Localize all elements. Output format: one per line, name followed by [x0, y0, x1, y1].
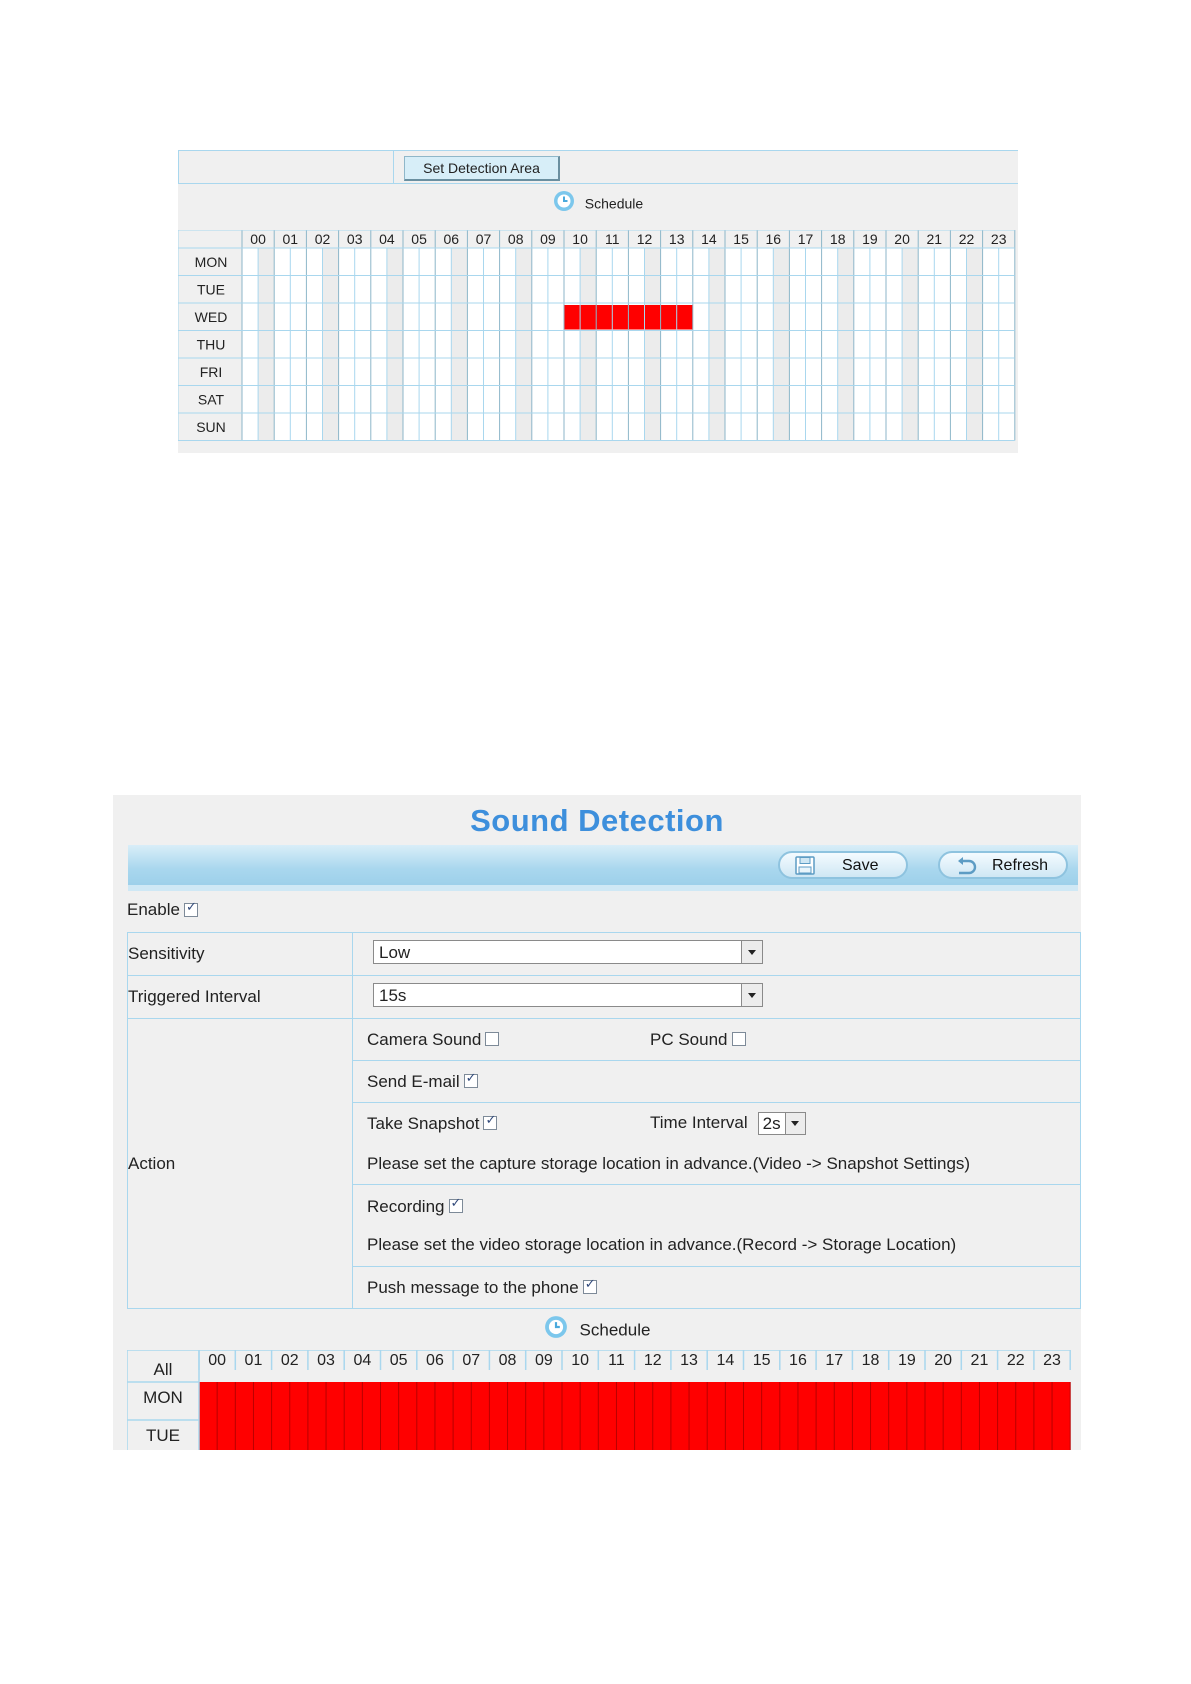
- hour-label[interactable]: 15: [752, 1352, 771, 1369]
- recording-note: Please set the video storage location in advance.(Record -> Storage Location): [367, 1234, 957, 1254]
- active-slot[interactable]: [1052, 1382, 1070, 1450]
- hour-label[interactable]: 09: [534, 1352, 553, 1369]
- all-days-label[interactable]: All: [153, 1360, 173, 1379]
- active-slot[interactable]: [744, 1382, 762, 1450]
- active-slot[interactable]: [471, 1382, 489, 1450]
- active-slot[interactable]: [677, 305, 693, 330]
- sensitivity-value: Low: [379, 942, 411, 962]
- active-slot[interactable]: [1034, 1382, 1052, 1450]
- active-slot[interactable]: [399, 1382, 417, 1450]
- active-slot[interactable]: [689, 1382, 707, 1450]
- hour-stripe: [258, 248, 274, 441]
- day-label[interactable]: SAT: [197, 391, 225, 408]
- active-slot[interactable]: [508, 1382, 526, 1450]
- hour-label[interactable]: 12: [643, 1352, 662, 1369]
- active-slot[interactable]: [762, 1382, 780, 1450]
- enable-checkbox[interactable]: [184, 903, 198, 917]
- hour-label[interactable]: 20: [934, 1352, 953, 1369]
- hour-label: 17: [797, 231, 814, 247]
- chevron-down-icon: [741, 984, 762, 1006]
- hour-label: 02: [314, 231, 331, 247]
- clock-icon: [553, 190, 575, 220]
- active-slot[interactable]: [645, 305, 661, 330]
- active-slot[interactable]: [564, 305, 580, 330]
- active-slot[interactable]: [612, 305, 628, 330]
- hour-label: 06: [443, 231, 460, 247]
- interval-select[interactable]: [373, 983, 763, 1007]
- hour-label[interactable]: 18: [861, 1352, 880, 1369]
- active-slot[interactable]: [628, 305, 644, 330]
- hour-stripe: [902, 248, 918, 441]
- day-label[interactable]: TUE: [146, 1426, 180, 1445]
- hour-label: 09: [540, 231, 556, 247]
- camera-sound-label: Camera Sound: [367, 1029, 482, 1049]
- active-slot[interactable]: [308, 1382, 326, 1450]
- hour-label: 22: [958, 231, 975, 247]
- hour-label: 11: [605, 231, 620, 247]
- motion-schedule-grid[interactable]: [178, 230, 1018, 453]
- day-label[interactable]: SUN: [196, 418, 226, 435]
- hour-label: 01: [282, 231, 299, 247]
- action-bar: [128, 845, 1078, 891]
- hour-label[interactable]: 22: [1006, 1352, 1025, 1369]
- hour-label: 18: [829, 231, 846, 247]
- time-interval-select[interactable]: [758, 1112, 806, 1135]
- active-slot[interactable]: [907, 1382, 925, 1450]
- email-checkbox[interactable]: [464, 1074, 478, 1088]
- chevron-down-icon: [741, 941, 762, 963]
- hour-label[interactable]: 08: [498, 1352, 517, 1369]
- active-slot[interactable]: [834, 1382, 852, 1450]
- active-slot[interactable]: [635, 1382, 653, 1450]
- day-label[interactable]: TUE: [197, 281, 225, 298]
- active-slot[interactable]: [671, 1382, 689, 1450]
- sensitivity-select[interactable]: [373, 940, 763, 964]
- page-title: Sound Detection: [470, 803, 724, 838]
- hour-label[interactable]: 10: [571, 1352, 590, 1369]
- active-slot[interactable]: [661, 305, 677, 330]
- active-slot[interactable]: [580, 1382, 598, 1450]
- refresh-button[interactable]: [938, 851, 1068, 879]
- hour-label: 07: [475, 231, 492, 247]
- active-slot[interactable]: [290, 1382, 308, 1450]
- active-slot[interactable]: [871, 1382, 889, 1450]
- hour-label[interactable]: 05: [389, 1352, 408, 1369]
- active-slot[interactable]: [979, 1382, 997, 1450]
- active-slot[interactable]: [780, 1382, 798, 1450]
- active-slot[interactable]: [272, 1382, 290, 1450]
- snapshot-note: Please set the capture storage location in advance.(Video -> Snapshot Settings): [367, 1153, 971, 1173]
- hour-label: 21: [926, 231, 943, 247]
- active-slot[interactable]: [417, 1382, 435, 1450]
- time-interval-value: 2s: [762, 1113, 781, 1133]
- hour-label[interactable]: 04: [353, 1352, 372, 1369]
- hour-label: 00: [250, 231, 266, 247]
- hour-label[interactable]: 06: [426, 1352, 444, 1369]
- hour-label: 12: [636, 231, 653, 247]
- hour-label: 13: [668, 231, 685, 247]
- hour-label: 03: [346, 231, 363, 247]
- active-slot[interactable]: [526, 1382, 544, 1450]
- active-slot[interactable]: [889, 1382, 907, 1450]
- active-slot[interactable]: [199, 1382, 217, 1450]
- schedule-label: Schedule: [579, 1320, 651, 1340]
- interval-label: Triggered Interval: [128, 976, 353, 1019]
- hour-label: 05: [411, 231, 427, 247]
- save-icon: [794, 856, 816, 876]
- hour-label: 16: [765, 231, 782, 247]
- hour-label: 15: [733, 231, 749, 247]
- active-slot[interactable]: [580, 305, 596, 330]
- enable-row: [127, 900, 198, 920]
- active-slot[interactable]: [596, 305, 612, 330]
- active-slot[interactable]: [925, 1382, 943, 1450]
- hour-label: 23: [990, 231, 1007, 247]
- active-slot[interactable]: [435, 1382, 453, 1450]
- sound-detection-panel: [113, 795, 1081, 1450]
- active-slot[interactable]: [344, 1382, 362, 1450]
- hour-stripe: [645, 248, 661, 441]
- refresh-label: Refresh: [992, 857, 1049, 874]
- action-label: Action: [128, 1019, 353, 1309]
- active-slot[interactable]: [453, 1382, 471, 1450]
- recording-checkbox[interactable]: [449, 1199, 463, 1213]
- hour-label[interactable]: 01: [244, 1352, 263, 1369]
- active-slot[interactable]: [616, 1382, 634, 1450]
- hour-stripe: [387, 248, 403, 441]
- hour-label: 20: [894, 231, 910, 247]
- set-detection-area-button[interactable]: Set Detection Area: [404, 156, 560, 181]
- hour-stripe: [773, 248, 789, 441]
- enable-label: Enable: [127, 900, 180, 919]
- active-slot[interactable]: [326, 1382, 344, 1450]
- active-slot[interactable]: [798, 1382, 816, 1450]
- active-slot[interactable]: [362, 1382, 380, 1450]
- sound-schedule-grid[interactable]: [127, 1350, 1081, 1450]
- hour-stripe: [516, 248, 532, 441]
- settings-form: [127, 932, 1081, 1309]
- save-label: Save: [842, 857, 879, 874]
- hour-label[interactable]: 00: [208, 1352, 227, 1369]
- hour-stripe: [580, 248, 596, 441]
- hour-label: 10: [572, 231, 588, 247]
- pc-sound-label: PC Sound: [650, 1029, 728, 1049]
- schedule-heading: [113, 1315, 1081, 1347]
- hour-label[interactable]: 07: [462, 1352, 481, 1369]
- chevron-down-icon: [785, 1113, 805, 1134]
- hour-stripe: [709, 248, 725, 441]
- recording-label: Recording: [367, 1196, 445, 1216]
- toolbar-left-cell: [178, 151, 394, 183]
- day-label[interactable]: MON: [194, 253, 228, 270]
- active-slot[interactable]: [544, 1382, 562, 1450]
- sensitivity-label: Sensitivity: [128, 933, 353, 976]
- hour-stripe: [323, 248, 339, 441]
- hour-label[interactable]: 23: [1043, 1352, 1061, 1369]
- hour-label[interactable]: 11: [608, 1352, 625, 1369]
- camera-sound-checkbox[interactable]: [485, 1032, 499, 1046]
- hour-label: 08: [507, 231, 524, 247]
- area-toolbar: [178, 150, 1018, 184]
- snapshot-checkbox[interactable]: [483, 1116, 497, 1130]
- pc-sound-checkbox[interactable]: [732, 1032, 746, 1046]
- active-slot[interactable]: [816, 1382, 834, 1450]
- active-slot[interactable]: [943, 1382, 961, 1450]
- active-slot[interactable]: [253, 1382, 271, 1450]
- hour-stripe: [451, 248, 467, 441]
- time-interval-label: Time Interval: [650, 1112, 748, 1132]
- active-slot[interactable]: [725, 1382, 743, 1450]
- active-slot[interactable]: [217, 1382, 235, 1450]
- active-slot[interactable]: [235, 1382, 253, 1450]
- hour-label: 19: [862, 231, 878, 247]
- hour-stripe: [967, 248, 983, 441]
- active-slot[interactable]: [562, 1382, 580, 1450]
- day-label[interactable]: WED: [194, 308, 228, 325]
- active-slot[interactable]: [1016, 1382, 1034, 1450]
- hour-label[interactable]: 16: [789, 1352, 807, 1369]
- hour-label[interactable]: 19: [897, 1352, 916, 1369]
- push-label: Push message to the phone: [367, 1277, 579, 1297]
- hour-label: 04: [379, 231, 395, 247]
- day-label[interactable]: FRI: [199, 363, 223, 380]
- clock-icon: [544, 1315, 568, 1347]
- active-slot[interactable]: [489, 1382, 507, 1450]
- hour-label[interactable]: 14: [716, 1352, 735, 1369]
- active-slot[interactable]: [381, 1382, 399, 1450]
- active-slot[interactable]: [961, 1382, 979, 1450]
- active-slot[interactable]: [653, 1382, 671, 1450]
- email-label: Send E-mail: [367, 1071, 460, 1091]
- snapshot-label: Take Snapshot: [367, 1113, 480, 1133]
- day-label[interactable]: THU: [196, 336, 226, 353]
- active-slot[interactable]: [998, 1382, 1016, 1450]
- hour-label[interactable]: 02: [280, 1352, 299, 1369]
- save-button[interactable]: [778, 851, 908, 879]
- schedule-heading: [178, 190, 1018, 216]
- schedule-label: Schedule: [584, 195, 644, 212]
- interval-value: 15s: [379, 985, 407, 1005]
- hour-label[interactable]: 13: [680, 1352, 698, 1369]
- refresh-icon: [954, 856, 978, 876]
- hour-stripe: [838, 248, 854, 441]
- hour-label[interactable]: 03: [317, 1352, 335, 1369]
- day-label[interactable]: MON: [143, 1388, 183, 1407]
- hour-label[interactable]: 17: [825, 1352, 844, 1369]
- active-slot[interactable]: [852, 1382, 870, 1450]
- active-slot[interactable]: [707, 1382, 725, 1450]
- hour-label[interactable]: 21: [970, 1352, 989, 1369]
- push-checkbox[interactable]: [583, 1280, 597, 1294]
- hour-label: 14: [701, 231, 717, 247]
- motion-schedule-panel: [178, 150, 1018, 453]
- active-slot[interactable]: [598, 1382, 616, 1450]
